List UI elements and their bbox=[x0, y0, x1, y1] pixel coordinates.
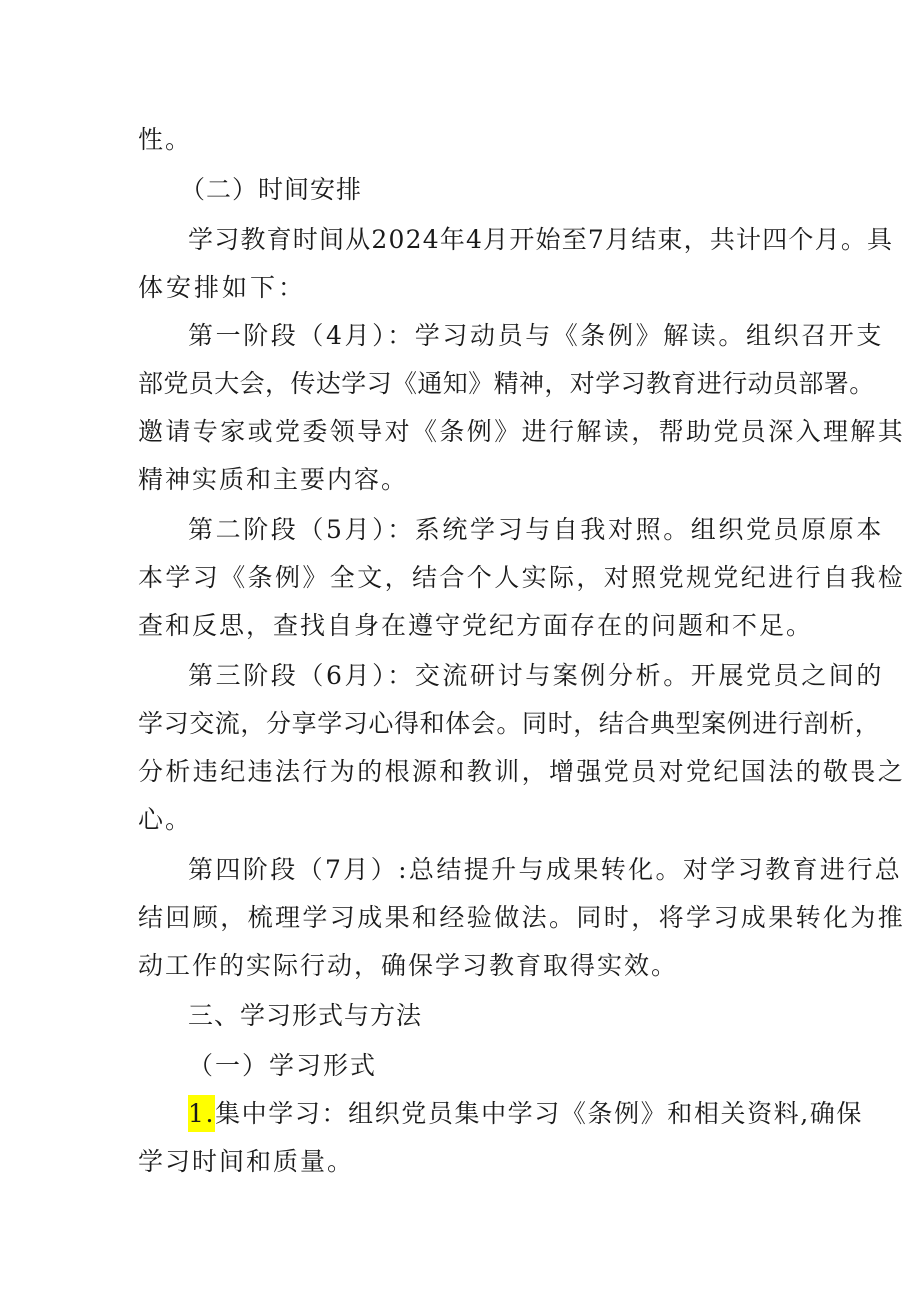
paragraph-line: 分析违纪违法行为的根源和教训，增强党员对党纪国法的敬畏之 bbox=[138, 757, 906, 786]
paragraph-line: 结回顾，梳理学习成果和经验做法。同时，将学习成果转化为推 bbox=[138, 903, 906, 932]
paragraph-line: 学习交流，分享学习心得和体会。同时，结合典型案例进行剖析， bbox=[138, 709, 881, 738]
paragraph-line: 动工作的实际行动，确保学习教育取得实效。 bbox=[138, 951, 679, 980]
paragraph-line: 部党员大会，传达学习《通知》精神，对学习教育进行动员部署。 bbox=[138, 369, 875, 398]
paragraph-line: 第四阶段（7月）:总结提升与成果转化。对学习教育进行总 bbox=[188, 855, 903, 884]
paragraph-line: 精神实质和主要内容。 bbox=[138, 465, 409, 494]
paragraph-line: 第一阶段（4月）：学习动员与《条例》解读。组织召开支 bbox=[188, 321, 885, 350]
paragraph-line: 学习教育时间从2024年4月开始至7月结束，共计四个月。具 bbox=[188, 225, 894, 254]
paragraph-line: 性。 bbox=[138, 125, 193, 154]
paragraph-line: 体安排如下： bbox=[138, 273, 307, 302]
list-item-line bbox=[188, 1096, 863, 1132]
paragraph-line: 第二阶段（5月）：系统学习与自我对照。组织党员原原本 bbox=[188, 515, 885, 544]
paragraph-line: 本学习《条例》全文，结合个人实际，对照党规党纪进行自我检 bbox=[138, 563, 906, 592]
paragraph-line: 邀请专家或党委领导对《条例》进行解读，帮助党员深入理解其 bbox=[138, 417, 906, 446]
paragraph-line: 查和反思，查找自身在遵守党纪方面存在的问题和不足。 bbox=[138, 611, 814, 640]
section-heading: 三、学习形式与方法 bbox=[188, 1001, 423, 1030]
subsection-heading: （一）学习形式 bbox=[188, 1051, 378, 1080]
paragraph-line: 心。 bbox=[138, 805, 193, 834]
list-number-highlight: 1. bbox=[188, 1095, 215, 1132]
subsection-heading: （二）时间安排 bbox=[180, 175, 363, 204]
paragraph-line: 学习时间和质量。 bbox=[138, 1147, 355, 1176]
paragraph-line: 第三阶段（6月）：交流研讨与案例分析。开展党员之间的 bbox=[188, 661, 885, 690]
list-item-text: 集中学习：组织党员集中学习《条例》和相关资料,确保 bbox=[215, 1099, 864, 1128]
